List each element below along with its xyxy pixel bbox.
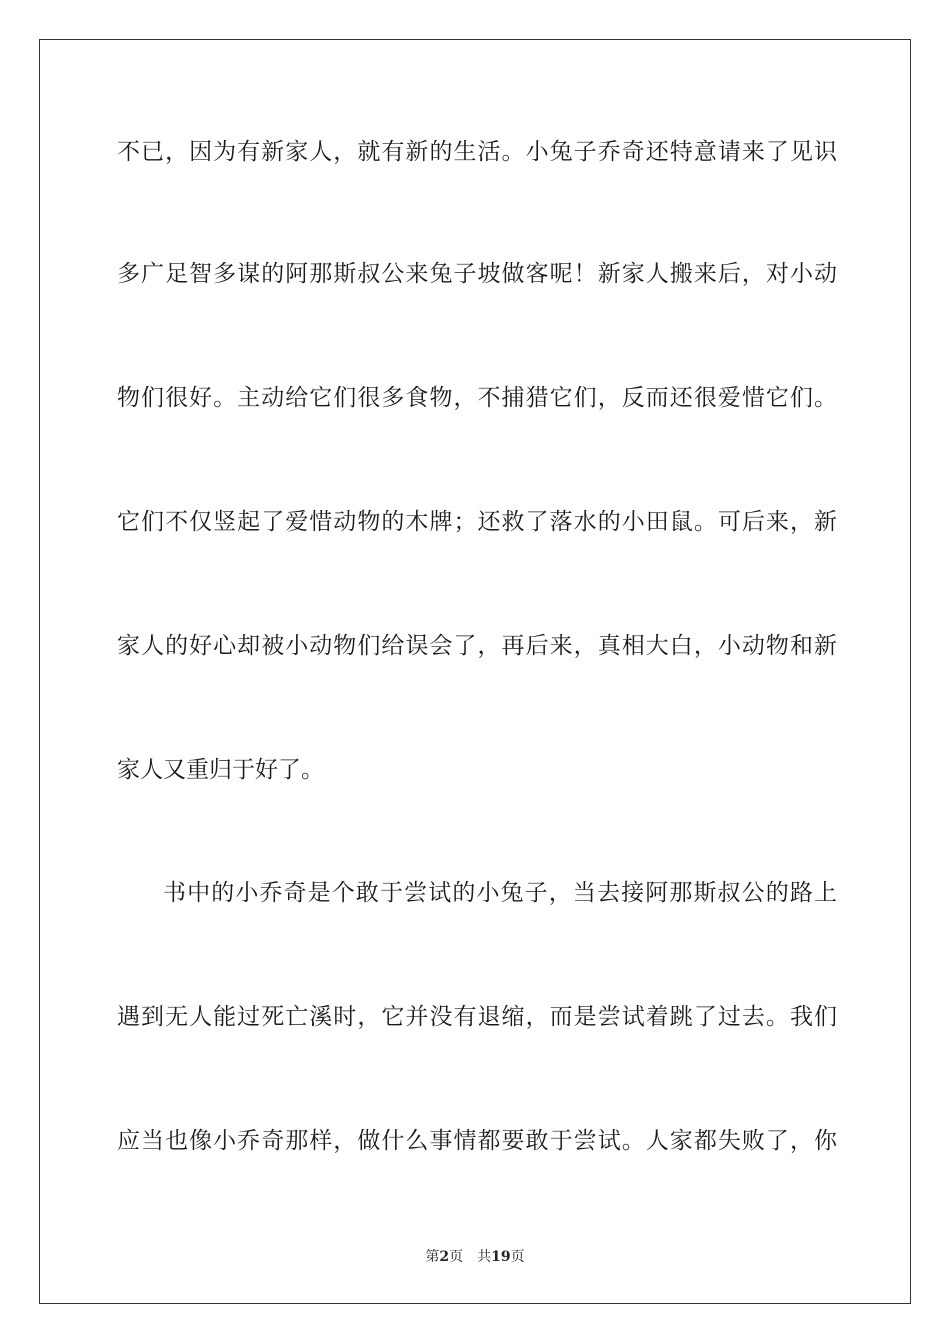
total-prefix: 共: [477, 1249, 492, 1265]
text-line-9: 应当也像小乔奇那样，做什么事情都要敢于尝试。人家都失败了，你: [117, 1128, 837, 1154]
total-pages: 19: [491, 1249, 511, 1265]
page-suffix: 页: [449, 1249, 464, 1265]
total-suffix: 页: [510, 1249, 525, 1265]
text-line-6: 家人又重归于好了。: [117, 757, 324, 783]
page-prefix: 第: [425, 1249, 440, 1265]
text-line-5: 家人的好心却被小动物们给误会了，再后来，真相大白，小动物和新: [117, 633, 837, 659]
text-line-4: 它们不仅竖起了爱惜动物的木牌；还救了落水的小田鼠。可后来，新: [117, 509, 837, 535]
page-number: 2: [439, 1249, 450, 1265]
page-frame: [39, 39, 911, 1304]
text-line-8: 遇到无人能过死亡溪时，它并没有退缩，而是尝试着跳了过去。我们: [117, 1004, 837, 1030]
text-line-2: 多广足智多谋的阿那斯叔公来兔子坡做客呢！新家人搬来后，对小动: [117, 261, 837, 287]
text-line-1: 不已，因为有新家人，就有新的生活。小兔子乔奇还特意请来了见识: [117, 139, 837, 165]
text-line-7: 书中的小乔奇是个敢于尝试的小兔子，当去接阿那斯叔公的路上: [163, 880, 837, 906]
page-footer: [0, 1246, 950, 1266]
text-line-3: 物们很好。主动给它们很多食物，不捕猎它们，反而还很爱惜它们。: [117, 385, 837, 411]
